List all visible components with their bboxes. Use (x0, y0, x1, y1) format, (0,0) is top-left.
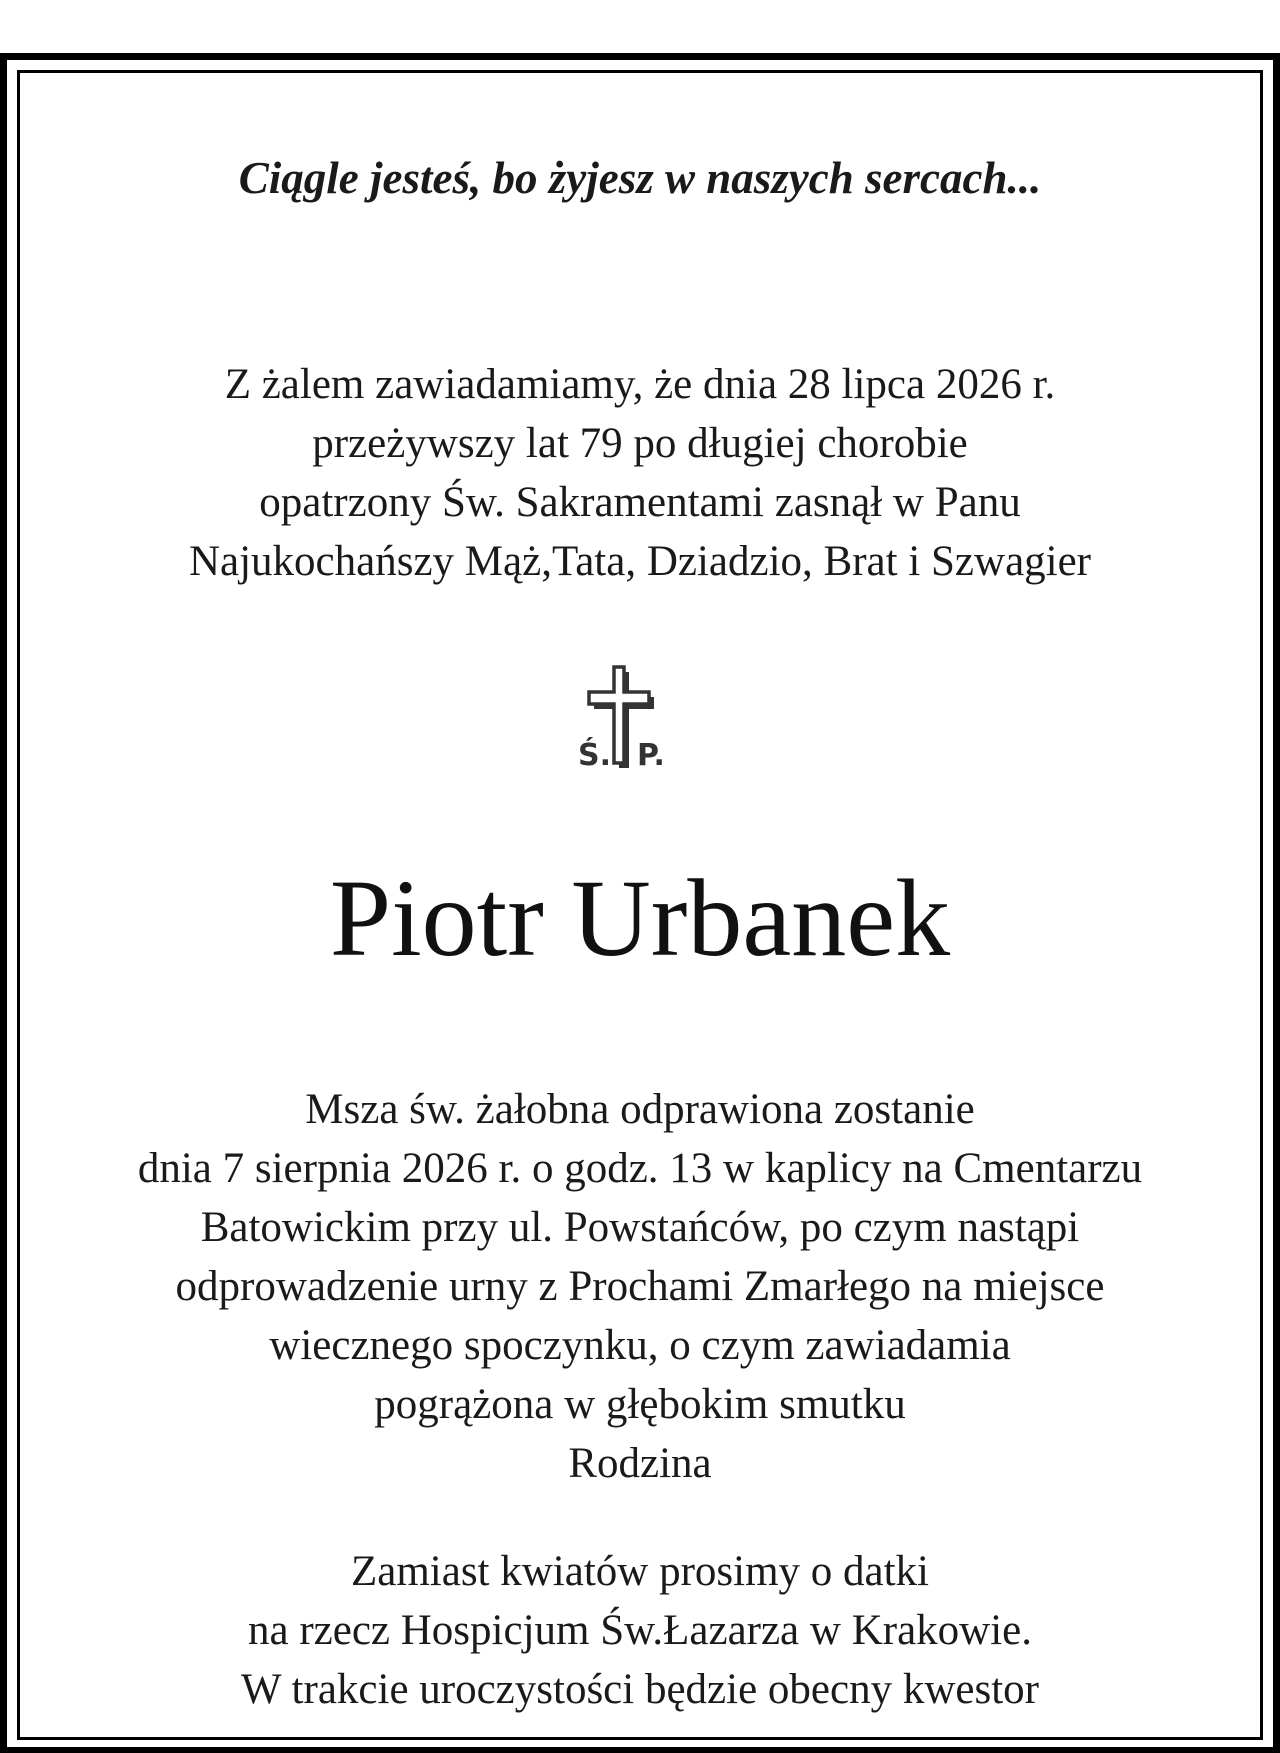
donation-line-1: Zamiast kwiatów prosimy o datki (350, 1548, 930, 1595)
ceremony-line-4: odprowadzenie urny z Prochami Zmarłego na miejsce (175, 1263, 1105, 1310)
motto: Ciągle jesteś, bo żyjesz w naszych sercach... (238, 153, 1042, 203)
ceremony-line-1: Msza św. żałobna odprawiona zostanie (305, 1086, 975, 1133)
ceremony-line-3: Batowickim przy ul. Powstańców, po czym nastąpi (200, 1204, 1080, 1251)
donation-line-2: na rzecz Hospicjum Św.Łazarza w Krakowie. (248, 1607, 1032, 1654)
announcement-line-4: Najukochańszy Mąż,Tata, Dziadzio, Brat i Szwagier (188, 538, 1092, 585)
ceremony-line-5: wiecznego spoczynku, o czym zawiadamia (269, 1322, 1011, 1369)
ceremony-line-2: dnia 7 sierpnia 2026 r. o godz. 13 w kaplicy na Cmentarzu (137, 1145, 1143, 1192)
announcement-line-2: przeżywszy lat 79 po długiej chorobie (312, 420, 968, 467)
announcement-line-1: Z żalem zawiadamiamy, że dnia 28 lipca 2026 r. (224, 361, 1056, 408)
announcement-line-3: opatrzony Św. Sakramentami zasnął w Panu (259, 479, 1021, 526)
donation-line-3: W trakcie uroczystości będzie obecny kwestor (241, 1666, 1039, 1713)
ceremony-line-6: pogrążona w głębokim smutku (374, 1381, 906, 1428)
sp-cross-emblem (560, 660, 720, 780)
sp-right-letters: P. (637, 738, 665, 773)
deceased-name: Piotr Urbanek (329, 857, 951, 979)
ceremony-signature: Rodzina (568, 1440, 712, 1487)
sp-left-letters: Ś. (578, 738, 612, 773)
cross-icon (560, 660, 720, 780)
